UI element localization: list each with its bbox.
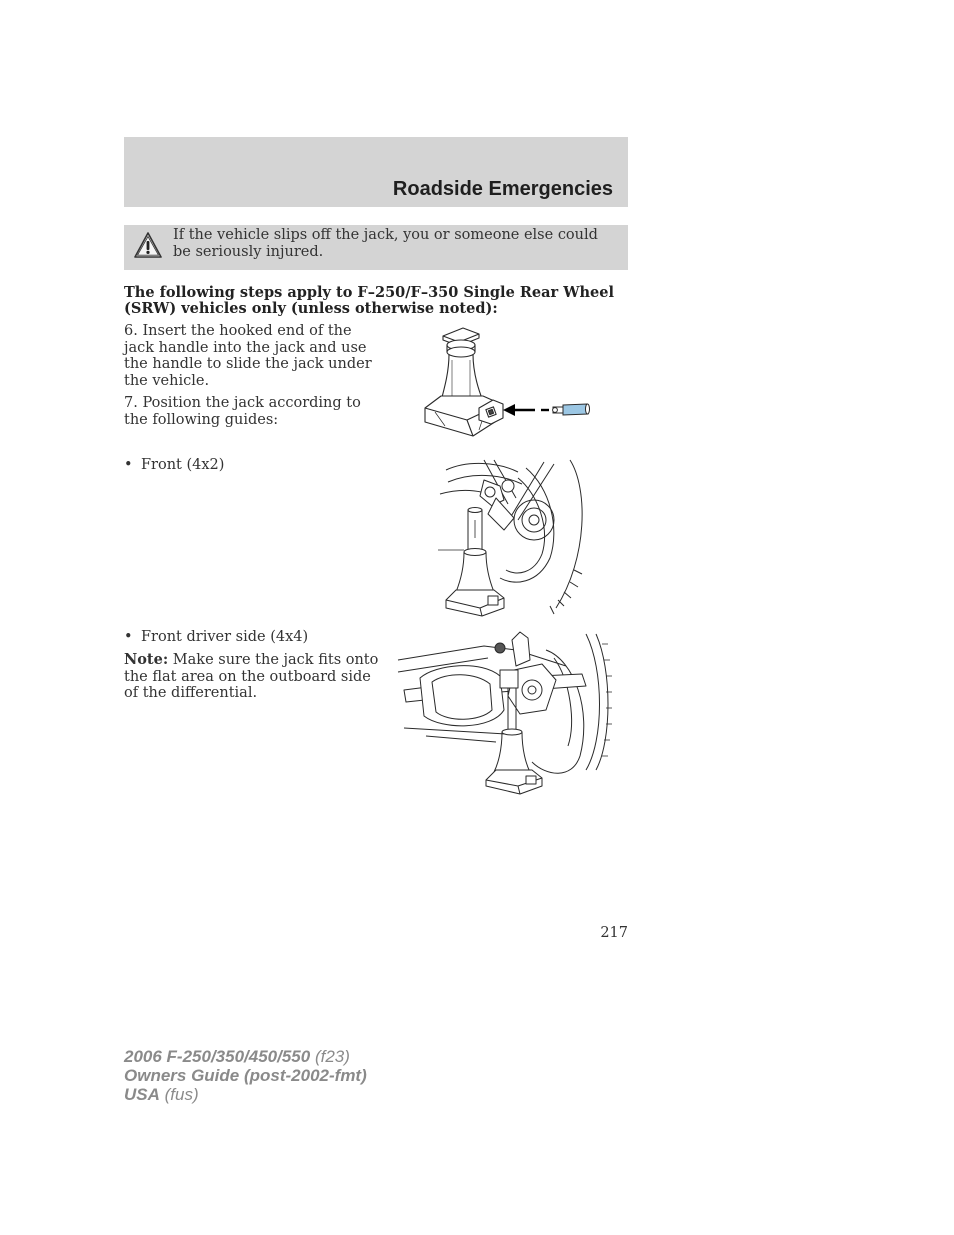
note-label: Note:: [124, 651, 169, 668]
intro-heading: The following steps apply to F–250/F–350 Single Rear Wheel (SRW) vehicles only (unless otherwise noted):: [124, 284, 614, 317]
step-6: 6. Insert the hooked end of the jack handle into the jack and use the handle to slide the jack under the vehicle.: [124, 323, 372, 389]
bullet-front-4x2: [124, 457, 224, 473]
bullet-symbol: •: [124, 629, 133, 645]
step-7: 7. Position the jack according to the following guides:: [124, 395, 361, 428]
footer-line-3: [124, 1085, 367, 1104]
warning-box: [124, 225, 628, 270]
note-text: Make sure the jack fits onto the flat area on the outboard side of the differential.: [124, 652, 379, 701]
footer: [124, 1047, 367, 1104]
footer-guide: Owners Guide (post-2002-fmt): [124, 1066, 367, 1085]
warning-text: If the vehicle slips off the jack, you or someone else could be seriously injured.: [173, 227, 598, 260]
page-number: 217: [600, 925, 628, 941]
bullet-text: Front driver side (4x4): [141, 629, 309, 645]
footer-line-1: [124, 1047, 367, 1066]
footer-model-code: (f23): [310, 1047, 350, 1066]
jack-position-front-4x4-illustration: [396, 630, 616, 798]
jack-position-front-4x2-illustration: [438, 458, 588, 618]
bullet-text: Front (4x2): [141, 457, 225, 473]
jack-with-handle-illustration: [415, 326, 595, 441]
bullet-front-4x4: [124, 629, 308, 645]
footer-market: USA: [124, 1085, 160, 1104]
footer-model: 2006 F-250/350/450/550: [124, 1047, 311, 1066]
footer-market-code: (fus): [159, 1085, 199, 1104]
footer-line-2: [124, 1066, 367, 1085]
bullet-symbol: •: [124, 457, 133, 473]
section-title: Roadside Emergencies: [392, 178, 613, 200]
note: [124, 652, 379, 702]
warning-triangle-icon: [133, 231, 163, 259]
section-header: [124, 137, 628, 207]
